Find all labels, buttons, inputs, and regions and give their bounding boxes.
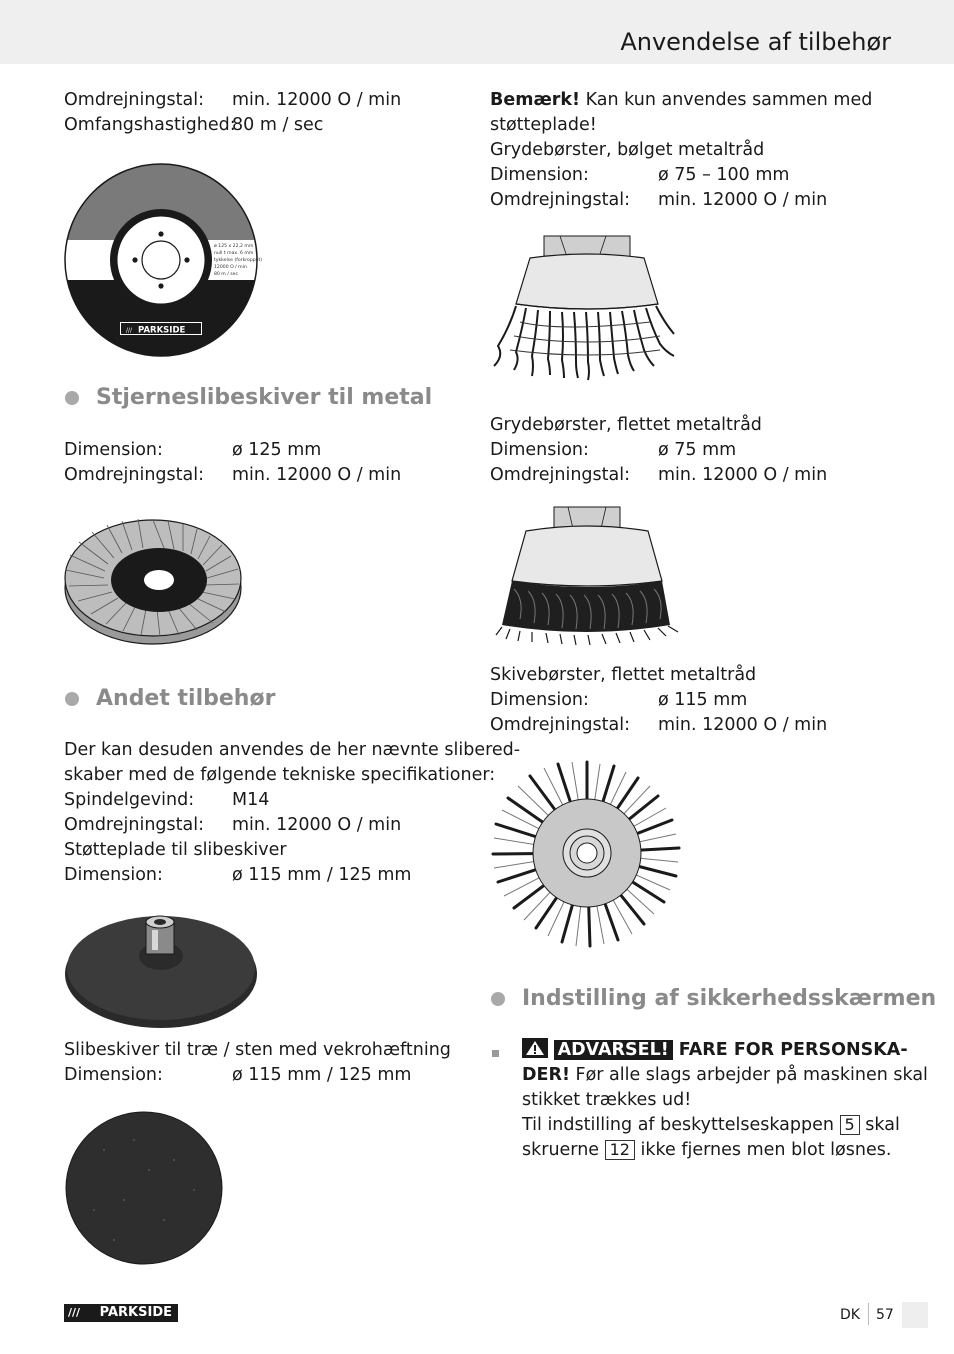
spec-value: ø 115 mm [658, 690, 748, 710]
item-title: Skivebørster, flettet metaltråd [490, 665, 757, 685]
spec-label: Omdrejningstal: [490, 190, 630, 210]
footer-tab [902, 1302, 928, 1328]
spec-label: Spindelgevind: [64, 790, 195, 810]
disc-label-line: tykkelse (forkroppet) [214, 258, 263, 263]
spec-label: Dimension: [64, 1065, 163, 1085]
flap-disc-image [64, 508, 242, 648]
spec-label: Dimension: [64, 440, 163, 460]
spec-value: ø 125 mm [232, 440, 322, 460]
intro-text: Der kan desuden anvendes de her nævnte slibered- [64, 740, 521, 760]
spec-value: min. 12000 O / min [658, 715, 828, 735]
instruction-text [522, 1138, 891, 1163]
page-title: Anvendelse af tilbehør [620, 28, 891, 56]
warning-text: stikket trækkes ud! [522, 1090, 692, 1110]
cup-brush-braided-image [490, 505, 684, 647]
disc-label-line: null t max. 6 mm [214, 251, 254, 256]
reference-number: 12 [605, 1140, 635, 1160]
disc-brush-braided-image [490, 758, 684, 948]
spec-value: min. 12000 O / min [232, 465, 402, 485]
spec-value: M14 [232, 790, 270, 810]
spec-label: Dimension: [490, 690, 589, 710]
warning-bold: FARE FOR PERSONSKA- [672, 1040, 908, 1060]
instruction-part: skal [859, 1115, 900, 1135]
spec-label: Omdrejningstal: [64, 815, 204, 835]
note-rest: Kan kun anvendes sammen med [580, 90, 873, 110]
section-bullet [65, 391, 79, 405]
note-text: støtteplade! [490, 115, 597, 135]
warning-triangle-icon [522, 1038, 548, 1058]
note-bold: Bemærk! [490, 90, 581, 110]
section-bullet [491, 992, 505, 1006]
warning-badge: ADVARSEL! [554, 1040, 673, 1060]
item-title: Grydebørster, bølget metaltråd [490, 140, 765, 160]
disc-label-line: ø 125 x 22,2 mm [214, 244, 254, 249]
spec-value: ø 75 – 100 mm [658, 165, 790, 185]
item-title: Slibeskiver til træ / sten med vekrohæftning [64, 1040, 451, 1060]
warning-line [522, 1038, 908, 1063]
brand-logo-text: PARKSIDE [99, 1305, 172, 1320]
velcro-disc-image [64, 1110, 224, 1266]
page-number: 57 [876, 1307, 894, 1323]
intro-text: skaber med de følgende tekniske specifikationer: [64, 765, 496, 785]
spec-label: Omdrejningstal: [490, 465, 630, 485]
disc-label-line: 80 m / sec [214, 272, 238, 277]
warning-bold: DER! [522, 1065, 570, 1085]
section-heading-flap-discs: Stjerneslibeskiver til metal [96, 385, 433, 410]
item-title: Grydebørster, flettet metaltråd [490, 415, 762, 435]
spec-value: ø 75 mm [658, 440, 737, 460]
cutting-disc-image [64, 163, 263, 357]
list-bullet [492, 1050, 499, 1057]
footer-divider [868, 1303, 869, 1325]
spec-value: min. 12000 O / min [658, 190, 828, 210]
brand-logo: /// PARKSIDE [64, 1304, 178, 1322]
warning-text [522, 1063, 928, 1088]
spec-label: Omdrejningstal: [490, 715, 630, 735]
spec-label: Dimension: [64, 865, 163, 885]
spec-label: Omdrejningstal: [64, 90, 204, 110]
instruction-part: skruerne [522, 1140, 605, 1160]
note-text [490, 88, 872, 113]
spec-label: Dimension: [490, 165, 589, 185]
svg-text:///: /// [126, 327, 133, 334]
instruction-part: Til indstilling af beskyttelseskappen [522, 1115, 840, 1135]
section-heading-guard: Indstilling af sikkerhedsskærmen [522, 986, 937, 1011]
spec-value: min. 12000 O / min [232, 815, 402, 835]
spec-value: ø 115 mm / 125 mm [232, 1065, 412, 1085]
spec-label: Omfangshastighed: [64, 115, 236, 135]
spec-label: Omdrejningstal: [64, 465, 204, 485]
warning-rest: Før alle slags arbejder på maskinen skal [569, 1065, 928, 1085]
instruction-text [522, 1113, 900, 1138]
spec-value: min. 12000 O / min [658, 465, 828, 485]
spec-value: 80 m / sec [232, 115, 324, 135]
section-bullet [65, 692, 79, 706]
disc-label-line: 12000 O / min [214, 265, 247, 270]
spec-label: Dimension: [490, 440, 589, 460]
page-header [0, 0, 954, 64]
backing-pad-image [64, 908, 258, 1032]
instruction-part: ikke fjernes men blot løsnes. [634, 1140, 892, 1160]
cup-brush-wavy-image [490, 232, 684, 384]
section-heading-other-accessories: Andet tilbehør [96, 686, 276, 711]
item-title: Støtteplade til slibeskiver [64, 840, 287, 860]
spec-value: ø 115 mm / 125 mm [232, 865, 412, 885]
disc-brand-text: PARKSIDE [138, 325, 186, 336]
spec-value: min. 12000 O / min [232, 90, 402, 110]
reference-number: 5 [840, 1115, 860, 1135]
language-code: DK [840, 1307, 860, 1323]
